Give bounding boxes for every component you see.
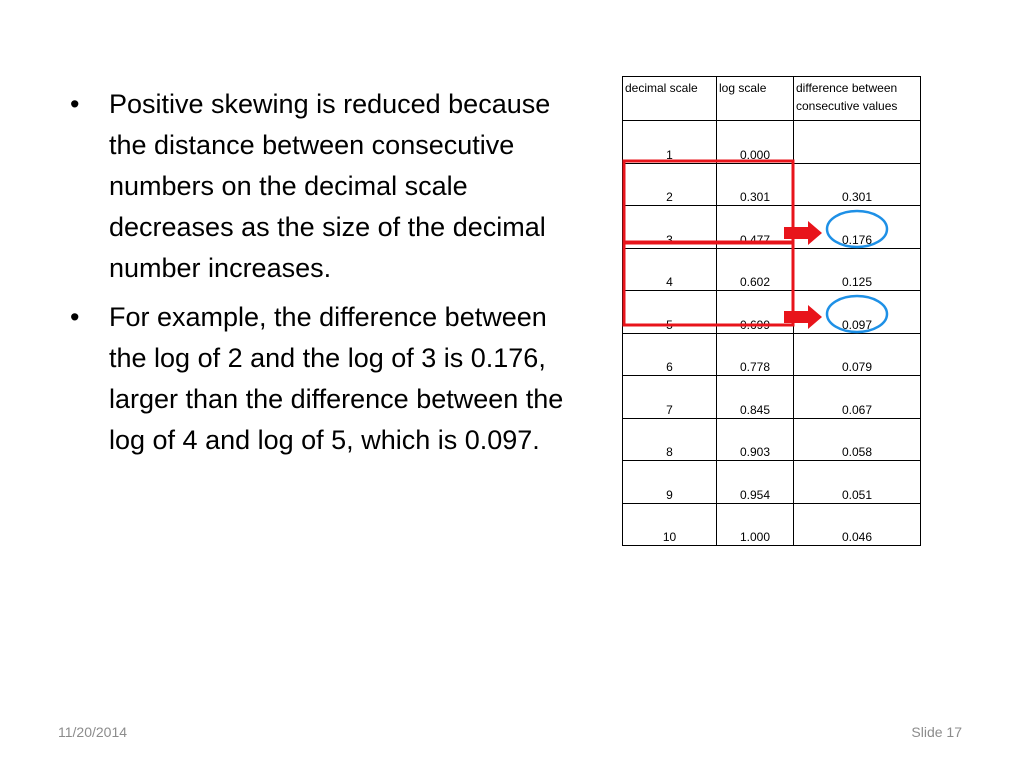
- table-row: [623, 376, 921, 419]
- cell-log: 0.477: [717, 206, 794, 249]
- cell-difference: 0.097: [794, 291, 921, 334]
- cell-difference: 0.046: [794, 503, 921, 546]
- bullet-dot: •: [70, 89, 80, 119]
- bullet-dot: •: [70, 302, 80, 332]
- cell-difference: 0.176: [794, 206, 921, 249]
- header-log-scale: log scale: [717, 77, 794, 121]
- cell-decimal: 3: [623, 206, 717, 249]
- footer-date: 11/20/2014: [58, 724, 128, 740]
- cell-difference: 0.079: [794, 333, 921, 376]
- cell-log: 0.954: [717, 461, 794, 504]
- bullet-item: [70, 297, 570, 461]
- table-header-row: [623, 77, 921, 121]
- cell-log: 0.301: [717, 163, 794, 206]
- header-difference: difference between consecutive values: [794, 77, 921, 121]
- cell-difference: 0.067: [794, 376, 921, 419]
- log-table: [622, 76, 921, 546]
- cell-log: 0.602: [717, 248, 794, 291]
- cell-difference: 0.051: [794, 461, 921, 504]
- cell-log: 0.699: [717, 291, 794, 334]
- cell-log: 0.778: [717, 333, 794, 376]
- cell-decimal: 9: [623, 461, 717, 504]
- cell-decimal: 6: [623, 333, 717, 376]
- cell-decimal: 1: [623, 121, 717, 164]
- cell-decimal: 5: [623, 291, 717, 334]
- table-row: [623, 418, 921, 461]
- table-row: [623, 206, 921, 249]
- header-decimal-scale: decimal scale: [623, 77, 717, 121]
- cell-log: 0.845: [717, 376, 794, 419]
- cell-log: 0.000: [717, 121, 794, 164]
- table-row: [623, 461, 921, 504]
- table-row: [623, 248, 921, 291]
- table-row: [623, 291, 921, 334]
- bullet-text: For example, the difference between the log of 2 and the log of 3 is 0.176, larger than the difference between the log of 4 and log of 5, which is 0.097.: [109, 302, 564, 455]
- cell-difference: 0.301: [794, 163, 921, 206]
- cell-decimal: 8: [623, 418, 717, 461]
- cell-decimal: 4: [623, 248, 717, 291]
- cell-decimal: 10: [623, 503, 717, 546]
- bullet-item: [70, 84, 570, 289]
- table-row: [623, 163, 921, 206]
- table-row: [623, 333, 921, 376]
- bullet-list: [70, 84, 570, 469]
- cell-decimal: 2: [623, 163, 717, 206]
- cell-log: 1.000: [717, 503, 794, 546]
- cell-difference: 0.058: [794, 418, 921, 461]
- footer-slide-number: Slide 17: [911, 724, 962, 740]
- cell-log: 0.903: [717, 418, 794, 461]
- bullet-text: Positive skewing is reduced because the distance between consecutive numbers on the decimal scale decreases as the size of the decimal number increases.: [109, 89, 551, 283]
- cell-difference: [794, 121, 921, 164]
- cell-decimal: 7: [623, 376, 717, 419]
- table-row: [623, 121, 921, 164]
- table-row: [623, 503, 921, 546]
- cell-difference: 0.125: [794, 248, 921, 291]
